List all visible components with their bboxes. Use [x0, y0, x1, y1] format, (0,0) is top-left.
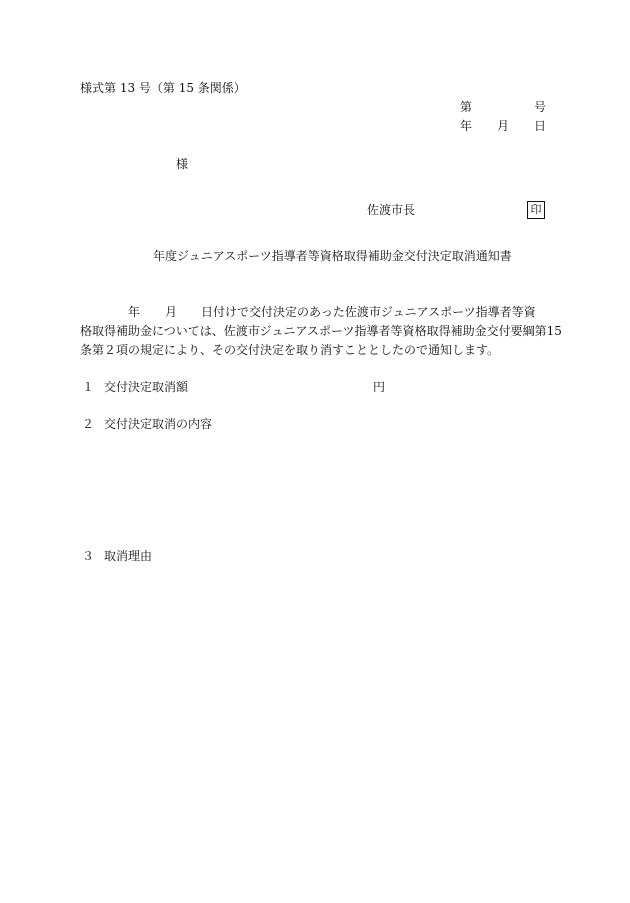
item-1-number: １ — [82, 380, 95, 394]
body-line-3: 条第２項の規定により、その交付決定を取り消すこととしたので通知します。 — [80, 343, 500, 357]
document-title: 年度ジュニアスポーツ指導者等資格取得補助金交付決定取消通知書 — [153, 249, 512, 263]
body-year: 年 — [128, 305, 141, 319]
item-3-label: 取消理由 — [104, 549, 153, 563]
body-line-2: 格取得補助金については、佐渡市ジュニアスポーツ指導者等資格取得補助金交付要綱第15 — [80, 324, 562, 338]
item-3-number: ３ — [82, 549, 95, 563]
body-line-1: 日付けで交付決定のあった佐渡市ジュニアスポーツ指導者等資 — [201, 305, 536, 319]
seal-stamp: 印 — [527, 201, 545, 219]
addressee-honorific: 様 — [176, 157, 189, 171]
date-year: 年 — [460, 119, 473, 133]
item-2-label: 交付決定取消の内容 — [104, 417, 213, 431]
body-month: 月 — [165, 305, 178, 319]
item-1-label: 交付決定取消額 — [104, 380, 189, 394]
form-number: 様式第 13 号（第 15 条関係） — [80, 81, 246, 95]
issuer-title: 佐渡市長 — [367, 203, 416, 217]
date-day: 日 — [534, 119, 547, 133]
date-month: 月 — [497, 119, 510, 133]
document-number-dai: 第 — [460, 100, 473, 114]
item-1-unit: 円 — [373, 380, 386, 394]
item-2-number: ２ — [82, 417, 95, 431]
document-number-go: 号 — [534, 100, 547, 114]
